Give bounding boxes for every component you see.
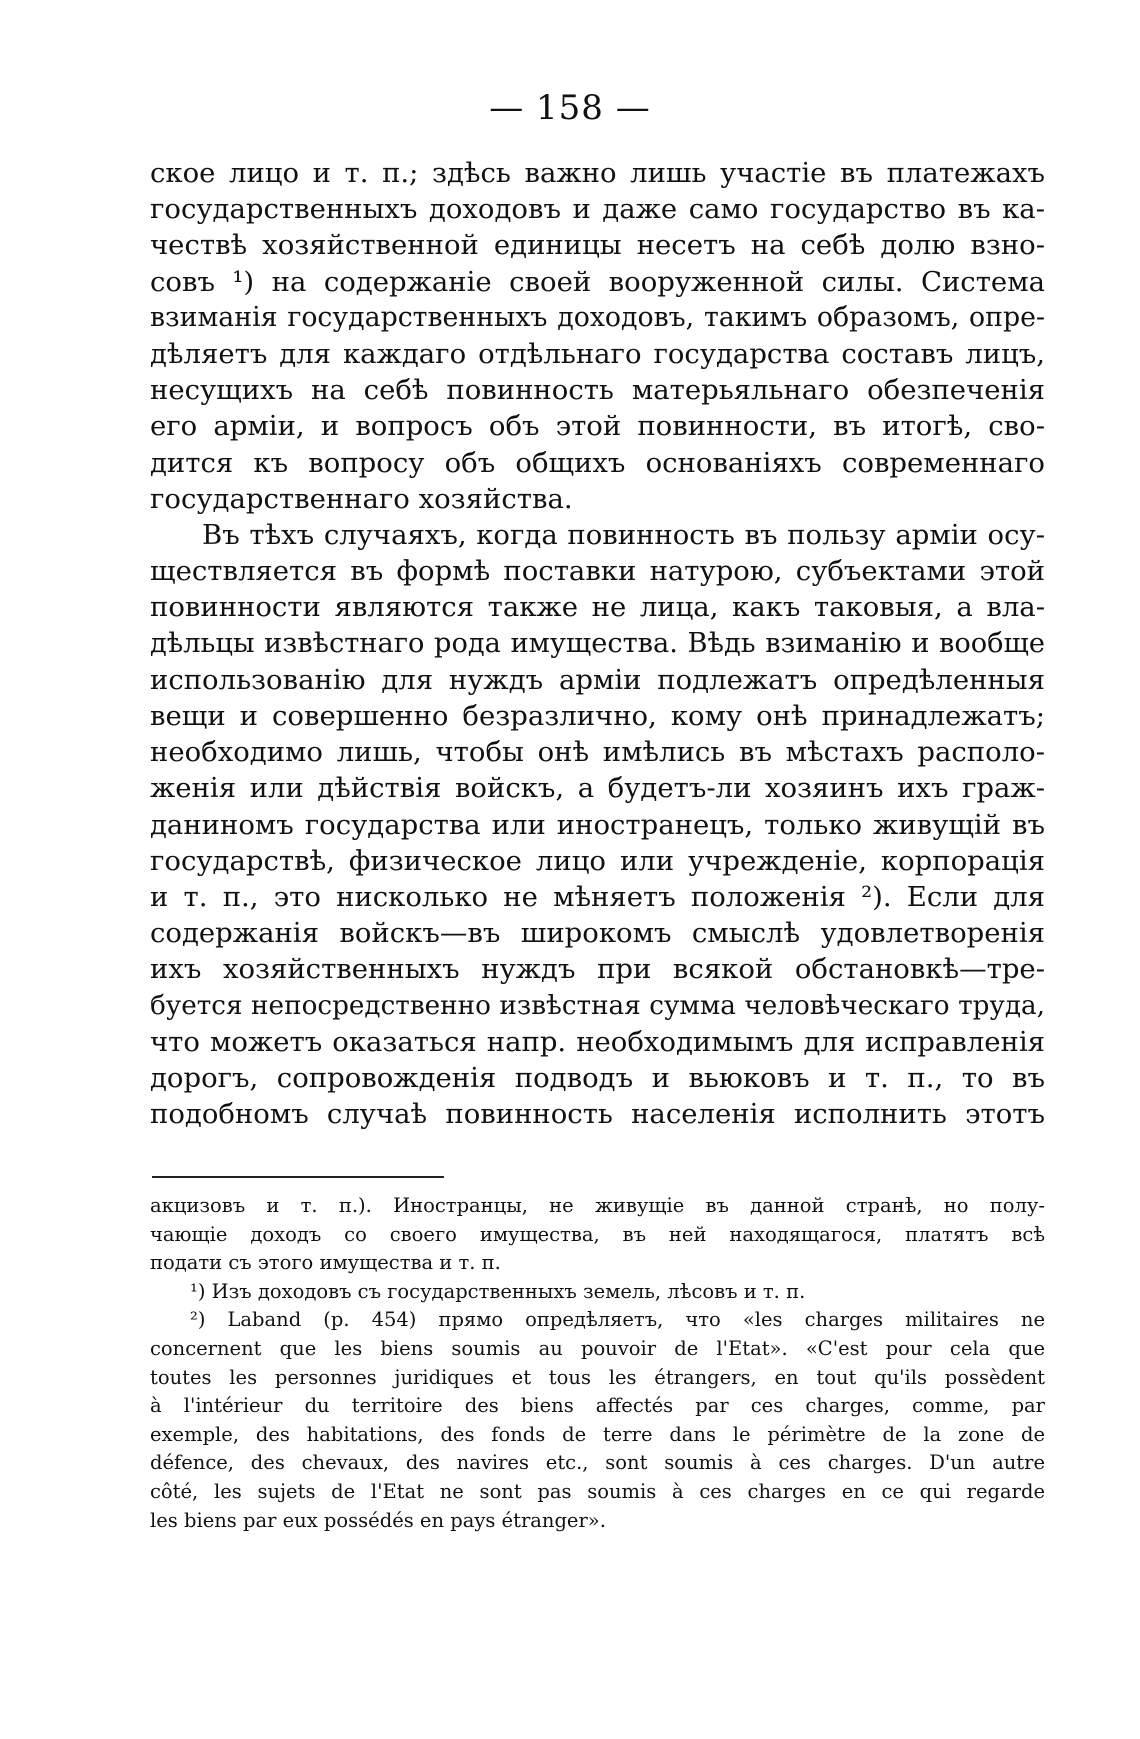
footnote-line: чающіе доходъ со своего имущества, въ ней находящагося, платятъ всѣ xyxy=(150,1222,1045,1246)
page-number: — 158 — xyxy=(489,88,651,128)
main-text xyxy=(150,155,1045,1132)
text-line: взиманія государственныхъ доходовъ, такимъ образомъ, опре- xyxy=(150,301,1045,333)
text-line: чествѣ хозяйственной единицы несетъ на себѣ долю взно- xyxy=(150,229,1045,262)
text-line: вещи и совершенно безразлично, кому онѣ принадлежатъ; xyxy=(150,700,1045,733)
text-line: женія или дѣйствія войскъ, а будетъ-ли хозяинъ ихъ граж- xyxy=(150,772,1045,805)
text-line: буется непосредственно извѣстная сумма человѣческаго труда, xyxy=(150,990,1045,1021)
text-line: его арміи, и вопросъ объ этой повинности, въ итогѣ, сво- xyxy=(150,410,1045,443)
text-line: государственныхъ доходовъ и даже само государство въ ка- xyxy=(150,193,1045,226)
text-line: даниномъ государства или иностранецъ, только живущій въ xyxy=(150,808,1045,841)
footnote-line: подати съ этого имущества и т. п. xyxy=(150,1251,501,1275)
footnotes xyxy=(150,1192,1045,1535)
footnote-line: акцизовъ и т. п.). Иностранцы, не живущіе въ данной странѣ, но полу- xyxy=(150,1194,1045,1217)
text-line: дорогъ, сопровожденія подводъ и вьюковъ и т. п., то въ xyxy=(150,1062,1045,1095)
text-line: несущихъ на себѣ повинность матерьяльнаго обезпеченія xyxy=(150,374,1045,407)
footnote-line: côté, les sujets de l'Etat ne sont pas soumis à ces charges en ce qui regarde xyxy=(150,1479,1045,1503)
footnote-line: les biens par eux possédés en pays étranger». xyxy=(150,1508,606,1532)
text-line: использованію для нуждъ арміи подлежатъ опредѣленныя xyxy=(150,663,1045,696)
text-line: дится къ вопросу объ общихъ основаніяхъ современнаго xyxy=(150,446,1045,479)
footnote-line: à l'intérieur du territoire des biens affectés par ces charges, comme, par xyxy=(150,1394,1045,1418)
text-line: совъ ¹) на содержаніе своей вооруженной силы. Система xyxy=(150,265,1045,298)
text-line: содержанія войскъ—въ широкомъ смыслѣ удовлетворенія xyxy=(150,917,1045,950)
text-line: и т. п., это нисколько не мѣняетъ положенія ²). Если для xyxy=(150,881,1045,914)
footnote-2: ²) Laband (p. 454) прямо опредѣляетъ, что «les charges militaires ne xyxy=(190,1308,1045,1332)
text-line: необходимо лишь, чтобы онѣ имѣлись въ мѣстахъ располо- xyxy=(150,736,1045,769)
text-line: ихъ хозяйственныхъ нуждъ при всякой обстановкѣ—тре- xyxy=(150,953,1045,986)
footnote-line: exemple, des habitations, des fonds de terre dans le périmètre de la zone de xyxy=(150,1422,1045,1446)
footnote-line: défence, des chevaux, des navires etc., sont soumis à ces charges. D'un autre xyxy=(150,1451,1045,1475)
text-line: что можетъ оказаться напр. необходимымъ для исправленія xyxy=(150,1025,1045,1058)
footnote-separator xyxy=(152,1176,444,1178)
text-line: дѣляетъ для каждаго отдѣльнаго государства составъ лицъ, xyxy=(150,338,1045,371)
text-line: государствѣ, физическое лицо или учрежденіе, корпорація xyxy=(150,844,1045,877)
footnote-line: toutes les personnes juridiques et tous les étrangers, en tout qu'ils possèdent xyxy=(150,1365,1045,1389)
text-line: ществляется въ формѣ поставки натурою, субъектами этой xyxy=(150,555,1045,588)
text-line: дѣльцы извѣстнаго рода имущества. Вѣдь взиманію и вообще xyxy=(150,627,1045,659)
text-line: подобномъ случаѣ повинность населенія исполнить этотъ xyxy=(150,1098,1045,1131)
footnote-line: concernent que les biens soumis au pouvoir de l'Etat». «C'est pour cela que xyxy=(150,1336,1045,1360)
text-line: ское лицо и т. п.; здѣсь важно лишь участіе въ платежахъ xyxy=(150,157,1045,189)
footnote-1: ¹) Изъ доходовъ съ государственныхъ земель, лѣсовъ и т. п. xyxy=(190,1279,806,1303)
text-line: повинности являются также не лица, какъ таковыя, а вла- xyxy=(150,591,1045,624)
text-line: государственнаго хозяйства. xyxy=(150,482,573,515)
paragraph-start-line: Въ тѣхъ случаяхъ, когда повинность въ пользу арміи осу- xyxy=(202,519,1045,552)
